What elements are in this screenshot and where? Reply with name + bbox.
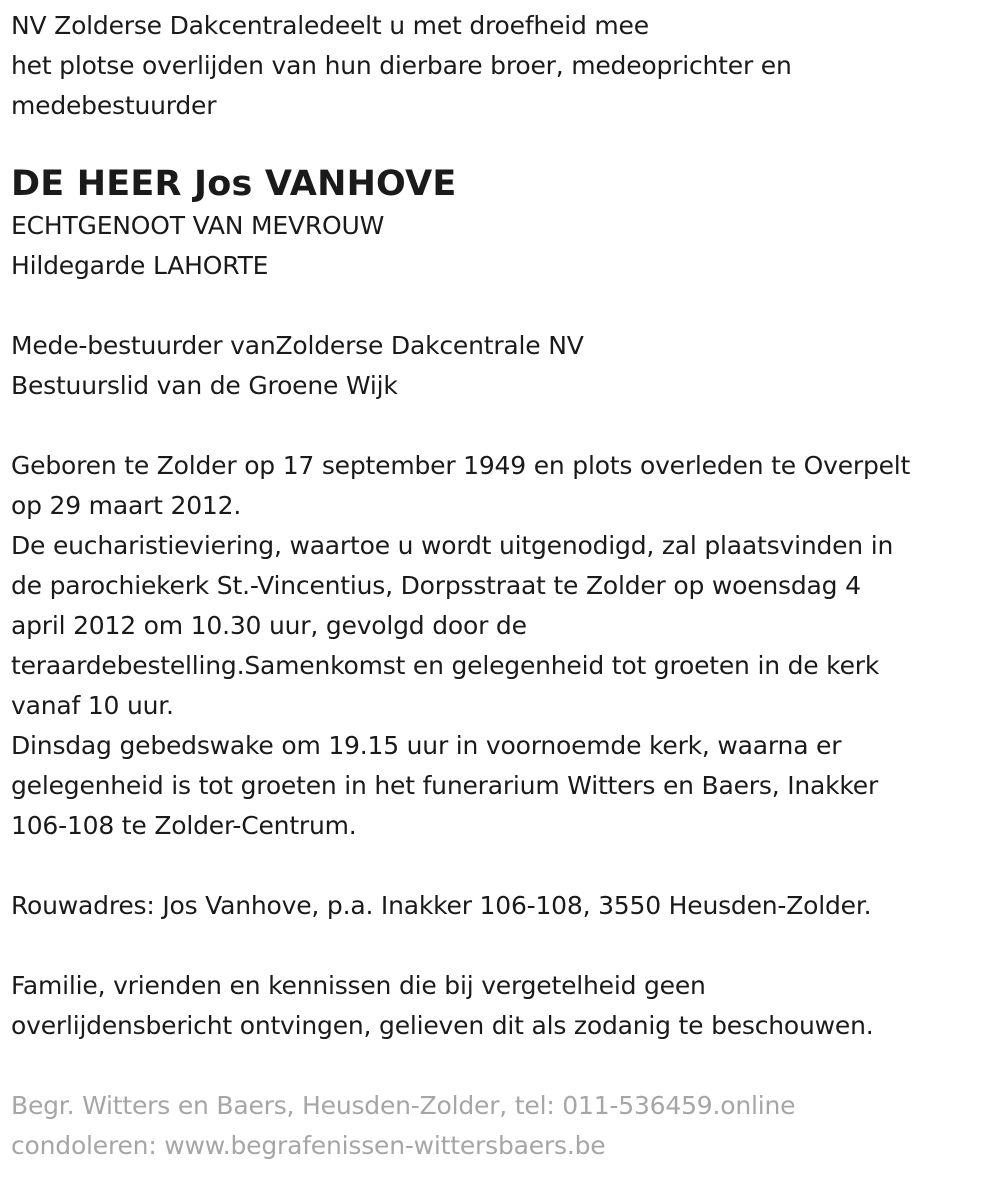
spacer (11, 846, 986, 886)
intro-line: medebestuurder (11, 91, 217, 120)
roles-block (11, 326, 986, 406)
details-line: 106-108 te Zolder-Centrum. (11, 811, 357, 840)
role-line: Bestuurslid van de Groene Wijk (11, 371, 398, 400)
obituary-notice (11, 6, 986, 1166)
spacer (11, 286, 986, 326)
details-line: Dinsdag gebedswake om 19.15 uur in voornoemde kerk, waarna er (11, 731, 842, 760)
notice-line: overlijdensbericht ontvingen, gelieven dit als zodanig te beschouwen. (11, 1011, 874, 1040)
spouse-block (11, 206, 986, 286)
intro-paragraph (11, 6, 986, 126)
notice-paragraph (11, 966, 986, 1046)
mourning-address: Rouwadres: Jos Vanhove, p.a. Inakker 106-108, 3550 Heusden-Zolder. (11, 891, 872, 920)
spacer (11, 126, 986, 166)
details-line: teraardebestelling.Samenkomst en gelegenheid tot groeten in de kerk (11, 651, 880, 680)
footer-line: condoleren: www.begrafenissen-wittersbaers.be (11, 1131, 606, 1160)
spouse-name: Hildegarde LAHORTE (11, 251, 269, 280)
details-line: april 2012 om 10.30 uur, gevolgd door de (11, 611, 527, 640)
details-line: Geboren te Zolder op 17 september 1949 en plots overleden te Overpelt (11, 451, 911, 480)
details-paragraph (11, 446, 986, 846)
intro-line: het plotse overlijden van hun dierbare broer, medeoprichter en (11, 51, 792, 80)
details-line: de parochiekerk St.-Vincentius, Dorpsstraat te Zolder op woensdag 4 (11, 571, 861, 600)
spacer (11, 926, 986, 966)
role-line: Mede-bestuurder vanZolderse Dakcentrale NV (11, 331, 584, 360)
spouse-line: ECHTGENOOT VAN MEVROUW (11, 211, 385, 240)
details-line: vanaf 10 uur. (11, 691, 174, 720)
details-line: op 29 maart 2012. (11, 491, 242, 520)
spacer (11, 1046, 986, 1086)
intro-line: NV Zolderse Dakcentraledeelt u met droefheid mee (11, 11, 649, 40)
funeral-home-footer (11, 1086, 986, 1166)
notice-line: Familie, vrienden en kennissen die bij vergetelheid geen (11, 971, 706, 1000)
footer-line: Begr. Witters en Baers, Heusden-Zolder, tel: 011-536459.online (11, 1091, 796, 1120)
details-line: De eucharistieviering, waartoe u wordt uitgenodigd, zal plaatsvinden in (11, 531, 894, 560)
spacer (11, 406, 986, 446)
deceased-name-heading: DE HEER Jos VANHOVE (11, 164, 457, 204)
details-line: gelegenheid is tot groeten in het funerarium Witters en Baers, Inakker (11, 771, 879, 800)
